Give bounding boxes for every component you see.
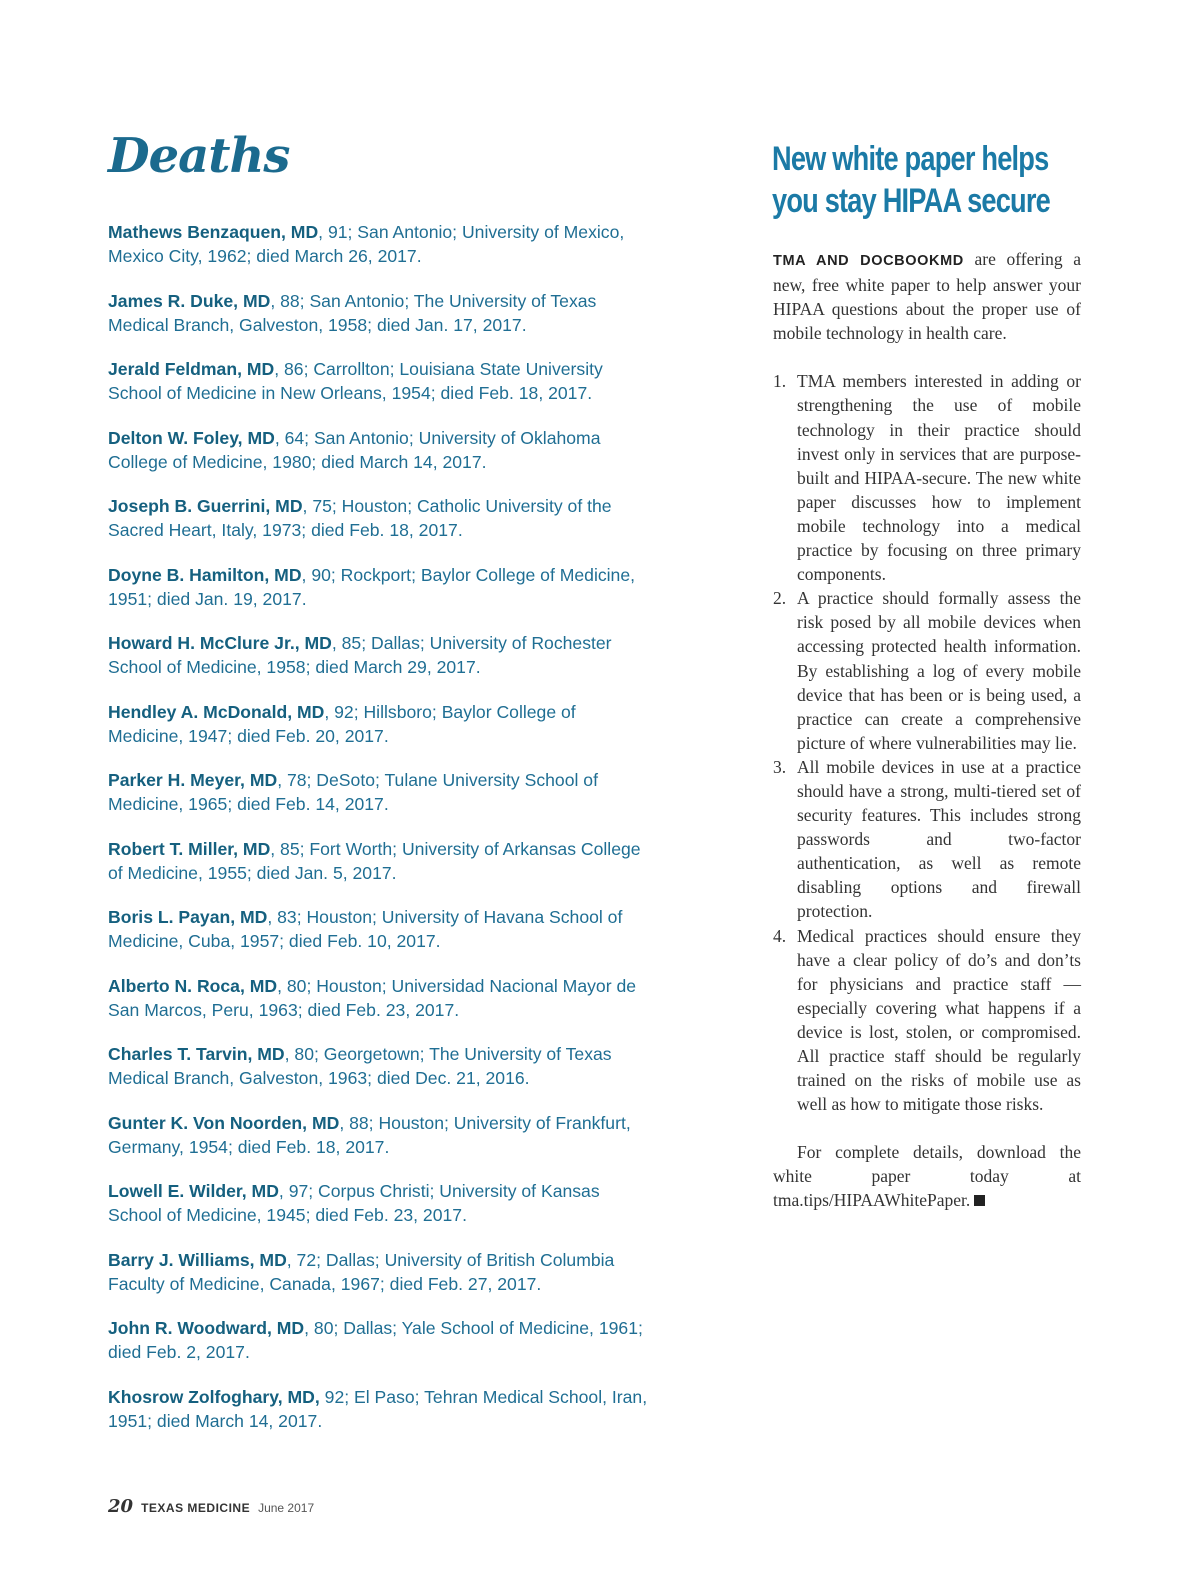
obituary-entry	[108, 700, 648, 748]
obituary-details: , 80; Houston; Universidad Nacional Mayor de San Marcos, Peru, 1963; died Feb. 23, 2017.	[108, 975, 637, 1020]
sidebar-heading	[772, 138, 1092, 222]
obituary-name: Parker H. Meyer, MD	[108, 770, 278, 790]
obituary-name: Boris L. Payan, MD	[108, 907, 268, 927]
obituary-details: , 80; Dallas; Yale School of Medicine, 1961; died Feb. 2, 2017.	[108, 1318, 643, 1362]
obituary-details: , 75; Houston; Catholic University of the Sacred Heart, Italy, 1973; died Feb. 18, 2017.	[108, 496, 612, 540]
obituary-details: , 88; Houston; University of Frankfurt, Germany, 1954; died Feb. 18, 2017.	[108, 1112, 631, 1157]
obituary-entry	[108, 905, 648, 953]
obituary-details: , 90; Rockport; Baylor College of Medicine, 1951; died Jan. 19, 2017.	[108, 564, 636, 609]
step-text: TMA members interested in adding or strengthening the use of mobile technology in their practice should invest only in services that are purpose-built and HIPAA-secure. The new white paper discusses how to implement mobile technology into a medical practice by focusing on three primary components.	[797, 371, 1081, 585]
obituary-name: Khosrow Zolfoghary, MD,	[108, 1386, 320, 1407]
step-item	[773, 924, 1081, 1117]
intro-text: are offering a new, free white paper to help answer your HIPAA questions about the proper use of mobile technology in health care.	[773, 249, 1081, 344]
step-number: 3.	[773, 756, 787, 777]
step-text: Medical practices should ensure they have a clear policy of do’s and don’ts for physicians and practice staff — especially covering what happens if a device is lost, stolen, or compromised. All practice staff should be regularly trained on the risks of mobile use as well as how to mitigate those risks.	[797, 925, 1081, 1115]
obituary-name: John R. Woodward, MD	[108, 1318, 305, 1338]
obituary-details: , 88; San Antonio; The University of Texas Medical Branch, Galveston, 1958; died Jan. 17, 2017.	[108, 290, 597, 335]
obituary-details: , 91; San Antonio; University of Mexico, Mexico City, 1962; died March 26, 2017.	[108, 222, 625, 266]
closing-paragraph	[773, 1140, 1081, 1212]
obituary-name: Hendley A. McDonald, MD	[108, 701, 325, 722]
lead-in: TMA AND DOCBOOKMD	[773, 253, 964, 269]
step-text: All mobile devices in use at a practice should have a strong, multi-tiered set of security features. This includes strong passwords and two-factor authentication, as well as remote disabling options and firewall protection.	[797, 756, 1081, 922]
obituary-entry	[108, 494, 648, 542]
obituary-entry	[108, 220, 648, 268]
obituary-entry	[108, 563, 648, 611]
step-text: A practice should formally assess the risk posed by all mobile devices when accessing protected health information. By establishing a log of every mobile device that has been or is being used, a practice can create a comprehensive picture of where vulnerabilities may lie.	[797, 588, 1081, 753]
step-number: 1.	[773, 371, 787, 392]
obituary-list	[108, 220, 648, 1453]
obituary-name: Joseph B. Guerrini, MD	[108, 496, 303, 516]
obituary-details: , 64; San Antonio; University of Oklahoma College of Medicine, 1980; died March 14, 2017.	[108, 427, 601, 472]
obituary-entry	[108, 631, 648, 679]
deaths-heading: Deaths	[108, 128, 290, 184]
obituary-entry	[108, 357, 648, 405]
obituary-name: Howard H. McClure Jr., MD	[108, 633, 332, 653]
issue-date: June 2017	[258, 1501, 315, 1515]
obituary-entry	[108, 1111, 648, 1159]
sidebar-intro	[773, 247, 1081, 345]
obituary-entry	[108, 1316, 648, 1364]
obituary-entry	[108, 426, 648, 474]
obituary-details: , 86; Carrollton; Louisiana State University School of Medicine in New Orleans, 1954; died Feb. 18, 2017.	[108, 359, 603, 403]
obituary-entry	[108, 1385, 648, 1433]
obituary-name: Doyne B. Hamilton, MD	[108, 564, 302, 585]
step-item	[773, 586, 1081, 755]
steps-list	[773, 369, 1081, 1116]
obituary-details: , 97; Corpus Christi; University of Kansas School of Medicine, 1945; died Feb. 23, 2017.	[108, 1181, 600, 1225]
obituary-name: Lowell E. Wilder, MD	[108, 1181, 279, 1201]
sidebar-article	[773, 247, 1081, 1213]
obituary-name: Delton W. Foley, MD	[108, 427, 275, 448]
obituary-name: Charles T. Tarvin, MD	[108, 1044, 285, 1064]
obituary-entry	[108, 974, 648, 1022]
obituary-entry	[108, 837, 648, 885]
obituary-name: Barry J. Williams, MD	[108, 1249, 287, 1270]
obituary-name: Alberto N. Roca, MD	[108, 975, 278, 996]
page-footer	[108, 1496, 314, 1517]
obituary-name: Gunter K. Von Noorden, MD	[108, 1112, 340, 1133]
sidebar-heading-line2: you stay HIPAA secure	[772, 182, 1050, 220]
obituary-details: , 83; Houston; University of Havana School of Medicine, Cuba, 1957; died Feb. 10, 2017.	[108, 907, 623, 951]
page-number: 20	[108, 1496, 134, 1517]
obituary-details: , 78; DeSoto; Tulane University School of Medicine, 1965; died Feb. 14, 2017.	[108, 770, 598, 814]
obituary-entry	[108, 1179, 648, 1227]
step-number: 2.	[773, 588, 787, 609]
obituary-details: , 80; Georgetown; The University of Texas Medical Branch, Galveston, 1963; died Dec. 21, 2016.	[108, 1044, 612, 1088]
obituary-name: Jerald Feldman, MD	[108, 359, 275, 379]
obituary-name: Mathews Benzaquen, MD	[108, 222, 319, 242]
step-item	[773, 755, 1081, 924]
step-item	[773, 369, 1081, 586]
obituary-details: , 85; Fort Worth; University of Arkansas College of Medicine, 1955; died Jan. 5, 2017.	[108, 838, 641, 883]
obituary-entry	[108, 1248, 648, 1296]
obituary-name: Robert T. Miller, MD	[108, 838, 271, 859]
end-square-icon	[974, 1195, 985, 1206]
sidebar-heading-line1: New white paper helps	[772, 140, 1049, 178]
obituary-entry	[108, 289, 648, 337]
obituary-details: , 72; Dallas; University of British Columbia Faculty of Medicine, Canada, 1967; died Feb. 27, 2017.	[108, 1249, 615, 1294]
step-number: 4.	[773, 925, 787, 946]
closing-text: For complete details, download the white paper today at tma.tips/HIPAAWhitePaper.	[773, 1142, 1081, 1211]
obituary-details: , 92; Hillsboro; Baylor College of Medicine, 1947; died Feb. 20, 2017.	[108, 701, 576, 746]
obituary-entry	[108, 1042, 648, 1090]
obituary-entry	[108, 768, 648, 816]
obituary-details: , 85; Dallas; University of Rochester School of Medicine, 1958; died March 29, 2017.	[108, 633, 612, 677]
obituary-name: James R. Duke, MD	[108, 290, 271, 311]
magazine-name: TEXAS MEDICINE	[141, 1501, 251, 1515]
obituary-details: 92; El Paso; Tehran Medical School, Iran, 1951; died March 14, 2017.	[108, 1386, 648, 1431]
